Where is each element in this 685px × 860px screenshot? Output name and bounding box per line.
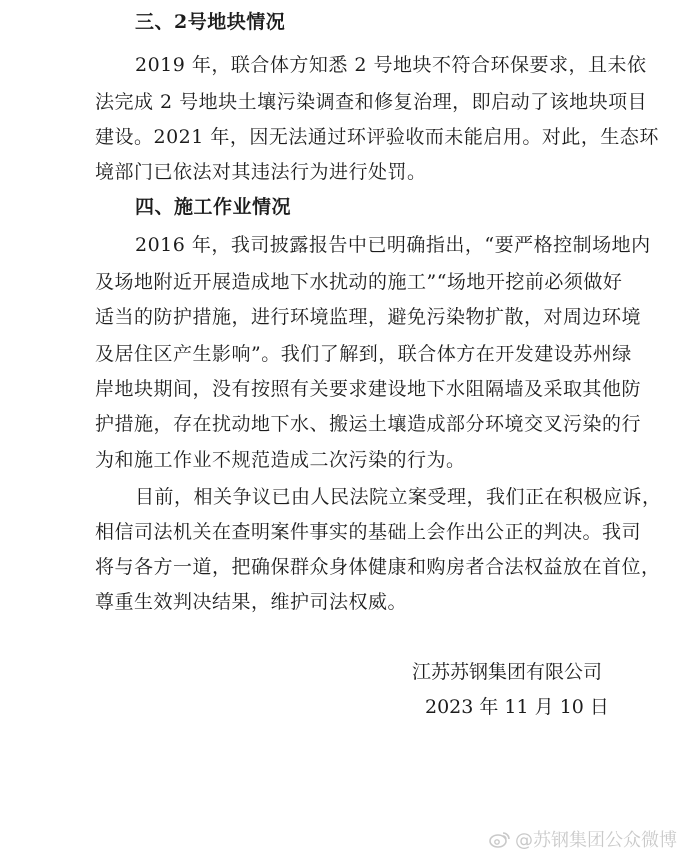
paragraph-line: 法完成 2 号地块土壤污染调查和修复治理，即启动了该地块项目 bbox=[95, 91, 648, 113]
paragraph-line: 岸地块期间，没有按照有关要求建设地下水阻隔墙及采取其他防 bbox=[95, 378, 642, 400]
paragraph-line: 及场地附近开展造成地下水扰动的施工”“场地开挖前必须做好 bbox=[95, 271, 623, 293]
paragraph-line: 境部门已依法对其违法行为进行处罚。 bbox=[95, 161, 427, 183]
paragraph-line: 尊重生效判决结果，维护司法权威。 bbox=[95, 591, 408, 613]
weibo-watermark bbox=[489, 826, 677, 852]
paragraph-line: 目前，相关争议已由人民法院立案受理，我们正在积极应诉， bbox=[135, 486, 662, 508]
paragraph-line: 及居住区产生影响”。我们了解到，联合体方在开发建设苏州绿 bbox=[95, 343, 632, 365]
paragraph-line: 为和施工作业不规范造成二次污染的行为。 bbox=[95, 449, 466, 471]
weibo-icon bbox=[489, 830, 511, 848]
watermark-text: @苏钢集团公众微博 bbox=[515, 830, 677, 851]
section-3-heading: 三、2号地块情况 bbox=[135, 11, 286, 33]
section-4-heading: 四、施工作业情况 bbox=[135, 196, 292, 218]
paragraph-line: 建设。2021 年，因无法通过环评验收而未能启用。对此，生态环 bbox=[95, 126, 659, 148]
paragraph-line: 相信司法机关在查明案件事实的基础上会作出公正的判决。我司 bbox=[95, 521, 642, 543]
paragraph-line: 2016 年，我司披露报告中已明确指出，“要严格控制场地内 bbox=[135, 234, 651, 256]
paragraph-line: 2019 年，联合体方知悉 2 号地块不符合环保要求，且未依 bbox=[135, 54, 647, 76]
paragraph-line: 护措施，存在扰动地下水、搬运土壤造成部分环境交叉污染的行 bbox=[95, 413, 642, 435]
signature-date: 2023 年 11 月 10 日 bbox=[425, 696, 609, 718]
signature-company: 江苏苏钢集团有限公司 bbox=[412, 661, 603, 683]
paragraph-line: 适当的防护措施，进行环境监理，避免污染物扩散，对周边环境 bbox=[95, 306, 642, 328]
paragraph-line: 将与各方一道，把确保群众身体健康和购房者合法权益放在首位， bbox=[95, 556, 661, 578]
